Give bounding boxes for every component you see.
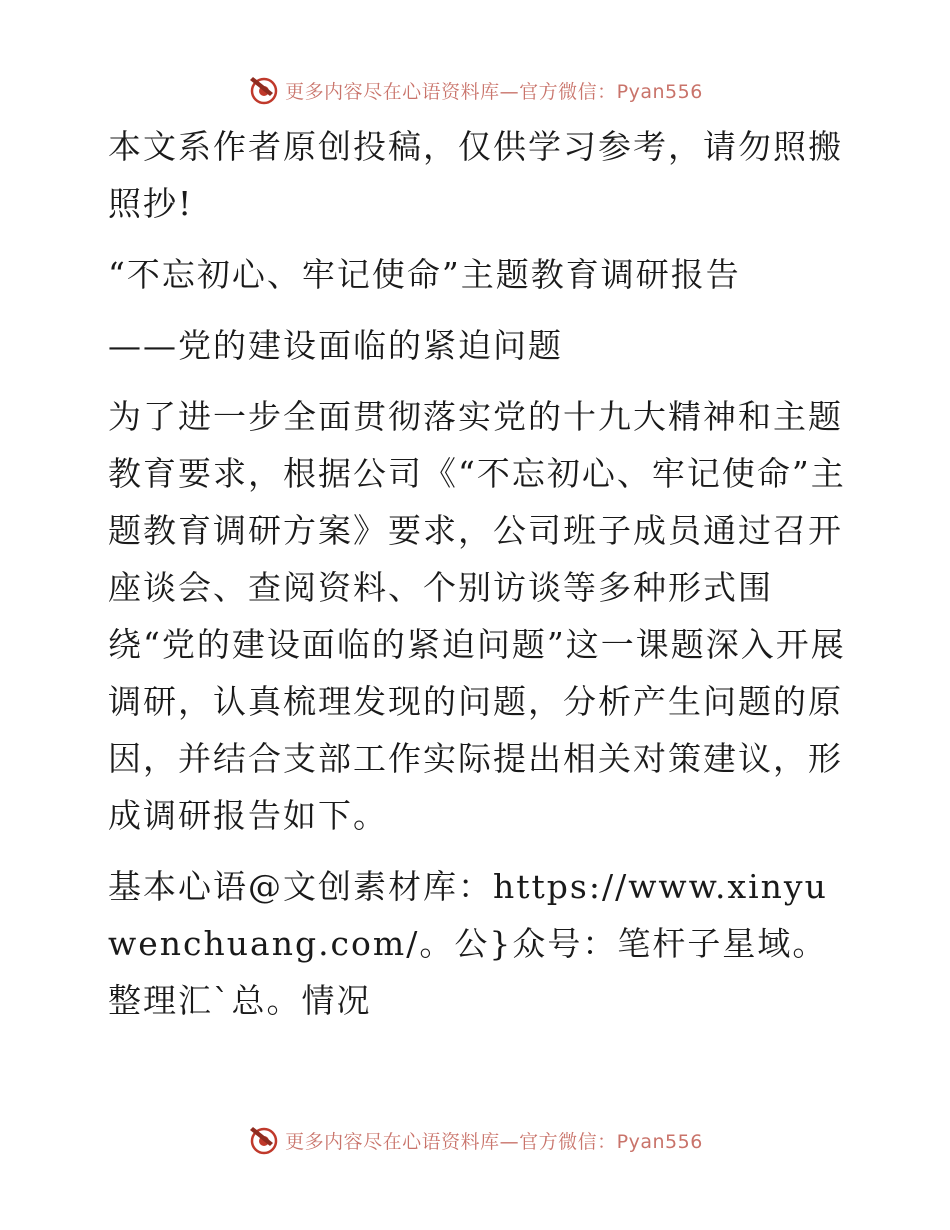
watermark-text: 更多内容尽在心语资料库—官方微信：Pyan556 xyxy=(285,1130,703,1153)
quill-pen-circle-icon xyxy=(247,1123,281,1157)
report-subtitle: ——党的建设面临的紧迫问题 xyxy=(108,326,563,365)
document-body xyxy=(96,118,856,1029)
header-watermark xyxy=(0,70,950,110)
report-title: “不忘初心、牢记使命”主题教育调研报告 xyxy=(108,255,741,294)
footer-watermark xyxy=(0,1120,950,1160)
source-note: 基本心语@文创素材库：https://www.xinyuwenchuang.com/。公}众号：笔杆子星域。整理汇`总。情况 xyxy=(108,867,828,1020)
copyright-notice: 本文系作者原创投稿，仅供学习参考，请勿照搬照抄! xyxy=(108,127,843,223)
body-paragraph: 为了进一步全面贯彻落实党的十九大精神和主题教育要求，根据公司《“不忘初心、牢记使命”主题教育调研方案》要求，公司班子成员通过召开座谈会、查阅资料、个别访谈等多种形式围绕“党的建设面临的紧迫问题”这一课题深入开展调研，认真梳理发现的问题，分析产生问题的原因，并结合支部工作实际提出相关对策建议，形成调研报告如下。 xyxy=(108,397,846,835)
quill-pen-circle-icon xyxy=(247,73,281,107)
watermark-text: 更多内容尽在心语资料库—官方微信：Pyan556 xyxy=(285,80,703,103)
